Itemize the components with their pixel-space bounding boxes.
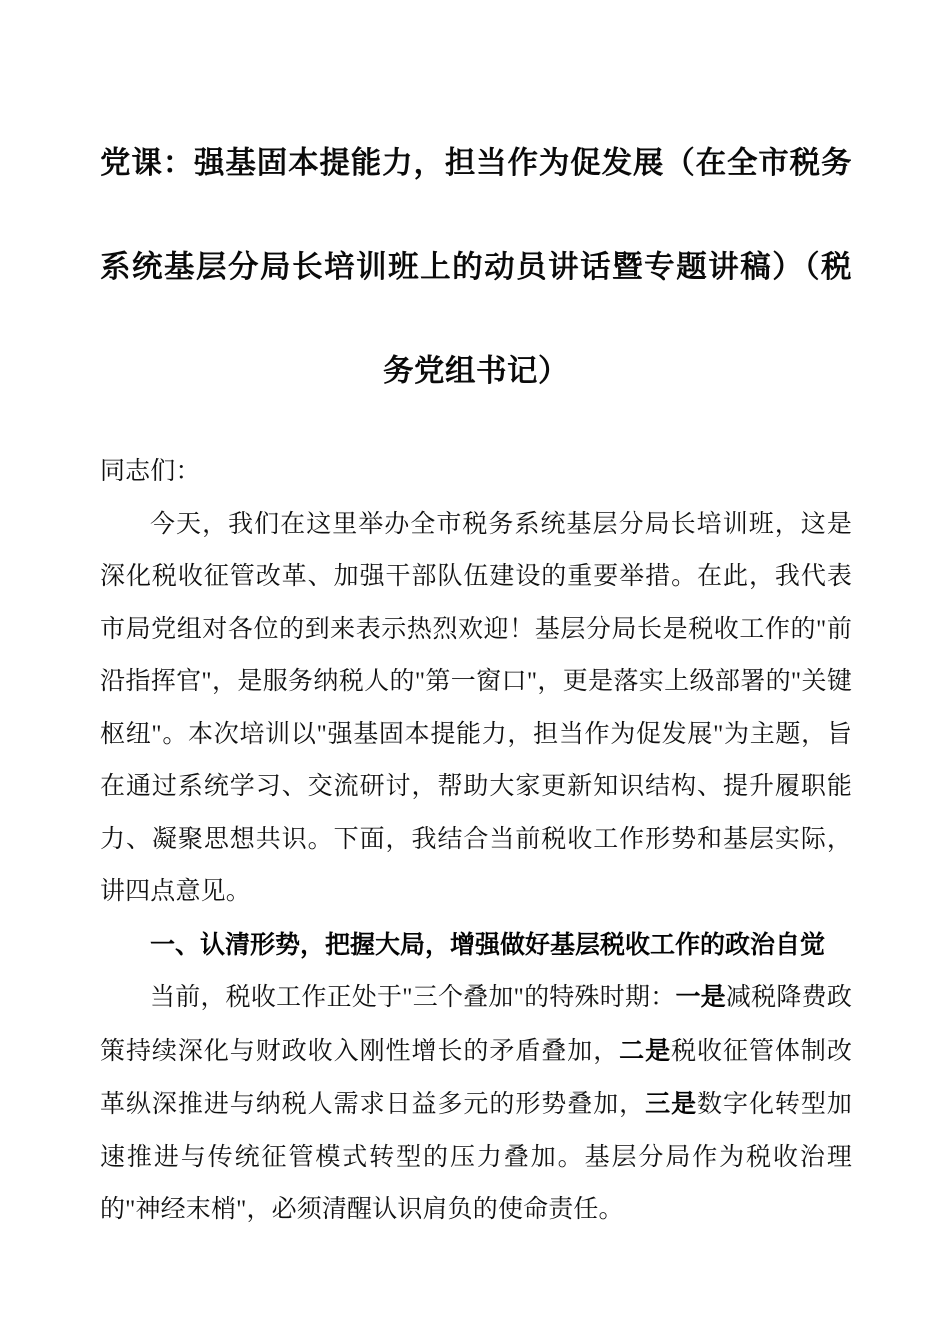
section-heading-one: 一、认清形势，把握大局，增强做好基层税收工作的政治自觉 [150,929,826,959]
text-run: 数字化转型加速推进与传统征管模式转型的压力叠加。基层分局作为税收治理的"神经末梢"，必须清醒认识肩负的使命责任。 [100,1091,852,1223]
emphasis-run: 三是 [645,1089,698,1118]
document-title: 党课：强基固本提能力，担当作为促发展（在全市税务系统基层分局长培训班上的动员讲话暨专题讲稿）（税务党组书记） [100,146,852,389]
document-body [100,112,852,1237]
emphasis-run: 一是 [675,982,726,1011]
text-run: 今天，我们在这里举办全市税务系统基层分局长培训班，这是深化税收征管改革、加强干部队伍建设的重要举措。在此，我代表市局党组对各位的到来表示热烈欢迎！基层分局长是税收工作的"前沿指挥官"，是服务纳税人的"第一窗口"，更是落实上级部署的"关键枢纽"。本次培训以"强基固本提能力，担当作为促发展"为主题，旨在通过系统学习、交流研讨，帮助大家更新知识结构、提升履职能力、凝聚思想共识。下面，我结合当前税收工作形势和基层实际，讲四点意见。 [100,510,852,905]
text-run: 减税降费政策持续深化与财政收入刚性增长的矛盾叠加， [100,984,852,1065]
paragraph-section-one-body [100,971,852,1237]
emphasis-run: 二是 [619,1035,672,1065]
salutation-line: 同志们： [100,458,201,485]
text-run: 当前，税收工作正处于"三个叠加"的特殊时期： [150,984,676,1011]
paragraph-opening [100,499,852,919]
text-run: 税收征管体制改革纵深推进与纳税人需求日益多元的形势叠加， [100,1037,852,1118]
